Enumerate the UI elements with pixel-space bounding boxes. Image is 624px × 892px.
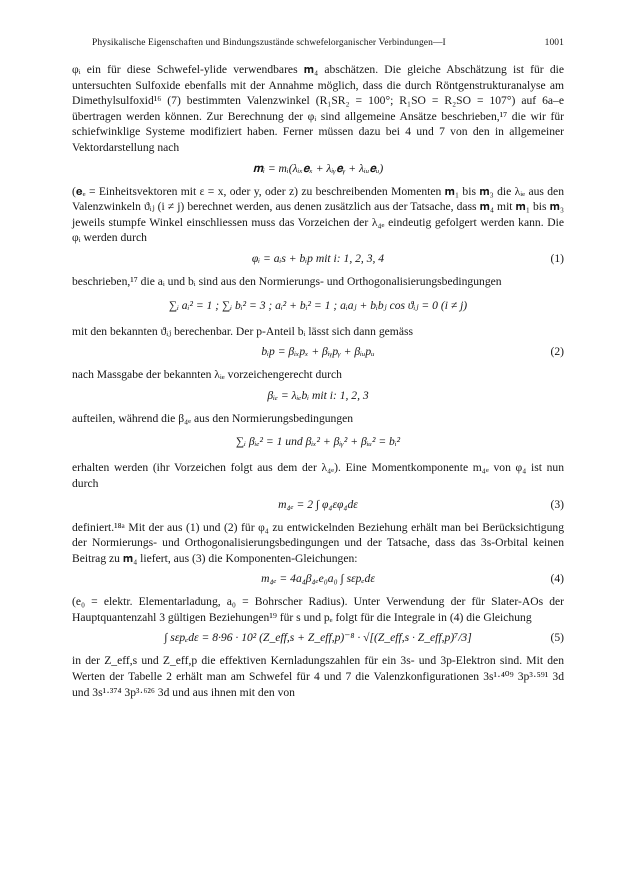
paragraph: aufteilen, während die β₄ₑ aus den Normierungsbedingungen	[72, 411, 354, 425]
equation-number: (1)	[550, 251, 564, 265]
equation	[72, 571, 564, 587]
equation	[72, 431, 564, 453]
equation-number: (3)	[550, 497, 564, 511]
equation-number: (2)	[550, 345, 564, 359]
equation-text: βᵢₑ = λᵢₑbᵢ mit i: 1, 2, 3	[267, 388, 369, 402]
equation-number: (5)	[550, 631, 564, 645]
equation	[72, 251, 564, 267]
equation-text: m₄ₑ = 2 ∫ φ₄εφ₄dε	[278, 497, 358, 511]
equation	[72, 630, 564, 646]
equation-text: 𝐦ᵢ = mᵢ(λᵢₓ𝐞ₓ + λᵢᵧ𝐞ᵧ + λᵢᵤ𝐞ᵤ)	[252, 161, 384, 175]
equation-text: ∑ᵢ aᵢ² = 1 ; ∑ᵢ bᵢ² = 3 ; aᵢ² + bᵢ² = 1 ; aᵢaⱼ + bᵢbⱼ cos ϑᵢⱼ = 0 (i ≠ j)	[168, 298, 468, 312]
equation	[72, 344, 564, 360]
paragraph: mit den bekannten ϑᵢⱼ berechenbar. Der p-Anteil bᵢ lässt sich dann gemäss	[72, 324, 413, 338]
paragraph: definiert.¹⁸ᵃ Mit der aus (1) und (2) für φ₄ zu entwickelnden Beziehung erhält man bei Berücksichtigung der Normierungs- und Orthogonalisierungsbedingungen und der Tatsache, dass das 3s-Orbital keinen Beitrag zu 𝐦₄ liefert, aus (3) die Komponenten-Gleichungen:	[72, 520, 564, 565]
paragraph: nach Massgabe der bekannten λᵢₑ vorzeichengerecht durch	[72, 368, 342, 382]
paragraph: beschrieben,¹⁷ die aᵢ und bᵢ sind aus den Normierungs- und Orthogonalisierungsbedingungen	[72, 274, 502, 288]
equation-text: m₄ₑ = 4a₄β₄ₑe₀a₀ ∫ sεpₑdε	[261, 572, 375, 586]
running-head	[92, 38, 564, 48]
paragraph: (e₀ = elektr. Elementarladung, a₀ = Bohrscher Radius). Unter Verwendung der für Slater-AOs der Hauptquantenzahl 3 gültigen Beziehungen¹⁹ für s und pₑ folgt für die Integrale in (4) die Gleichung	[72, 595, 564, 624]
equation-text: φᵢ = aᵢs + bᵢp mit i: 1, 2, 3, 4	[251, 251, 385, 265]
equation-text: bᵢp = βᵢₓpₓ + βᵢᵧpᵧ + βᵢᵤpᵤ	[261, 345, 375, 359]
paragraph: erhalten werden (ihr Vorzeichen folgt aus dem der λ₄ₑ). Eine Momentkomponente m₄ₑ von φ₄ ist nun durch	[72, 461, 564, 490]
equation-text: ∑ᵢ βᵢₑ² = 1 und βᵢₓ² + βᵢᵧ² + βᵢᵤ² = bᵢ²	[235, 435, 401, 449]
paragraph: in der Z_eff,s und Z_eff,p die effektiven Kernladungszahlen für ein 3s- und 3p-Elektron sind. Mit den Werten der Tabelle 2 erhält man am Schwefel für 4 und 7 die Valenzkonfigurationen 3s¹·⁴⁰⁹ 3p³·⁵⁹¹ 3d und 3s¹·³⁷⁴ 3p³·⁶²⁶ 3d und aus ihnen mit den von	[72, 654, 564, 699]
paragraph: (𝐞ₑ = Einheitsvektoren mit ε = x, oder y, oder z) zu beschreibenden Momenten 𝐦₁ bis 𝐦₃ die λᵢₑ aus den Valenzwinkeln ϑᵢⱼ (i ≠ j) berechnet werden, aus denen zusätzlich aus der Tatsache, dass 𝐦₄ mit 𝐦₁ bis 𝐦₃ jeweils stumpfe Winkel einschliessen muss das Vorzeichen der λ₄ₑ eindeutig gefolgert werden kann. Die φᵢ werden durch	[72, 184, 564, 245]
equation	[72, 388, 564, 404]
running-head-title: Physikalische Eigenschaften und Bindungszustände schwefelorganischer Verbindungen—I	[92, 38, 446, 48]
page-number: 1001	[544, 38, 564, 48]
paragraph: φᵢ ein für diese Schwefel-ylide verwendbares 𝐦₄ abschätzen. Die gleiche Abschätzung ist für die untersuchten Sulfoxide ebenfalls mit der Annahme möglich, dass die durch Röntgenstrukturanalyse am Dimethylsulfoxid¹⁶ (7) bestimmten Valenzwinkel (R₁SR₂ = 100°; R₁SO = R₂SO = 107°) auf 6a–e übertragen werden können. Zur Berechnung der φᵢ sind allgemeine Ansätze beschrieben,¹⁷ die wir für schiefwinklige Systeme modifiziert haben. Ferner müssen dazu bei 4 und 7 von den in allgemeiner Vektordarstellung nach	[72, 63, 564, 154]
equation-number: (4)	[550, 572, 564, 586]
article-body	[72, 62, 564, 704]
equation	[72, 161, 564, 177]
equation	[72, 497, 564, 513]
equation-text: ∫ sεpₑdε = 8·96 · 10² (Z_eff,s + Z_eff,p)⁻⁸ · √[(Z_eff,s · Z_eff,p)⁷/3]	[164, 631, 472, 645]
equation	[72, 295, 564, 317]
